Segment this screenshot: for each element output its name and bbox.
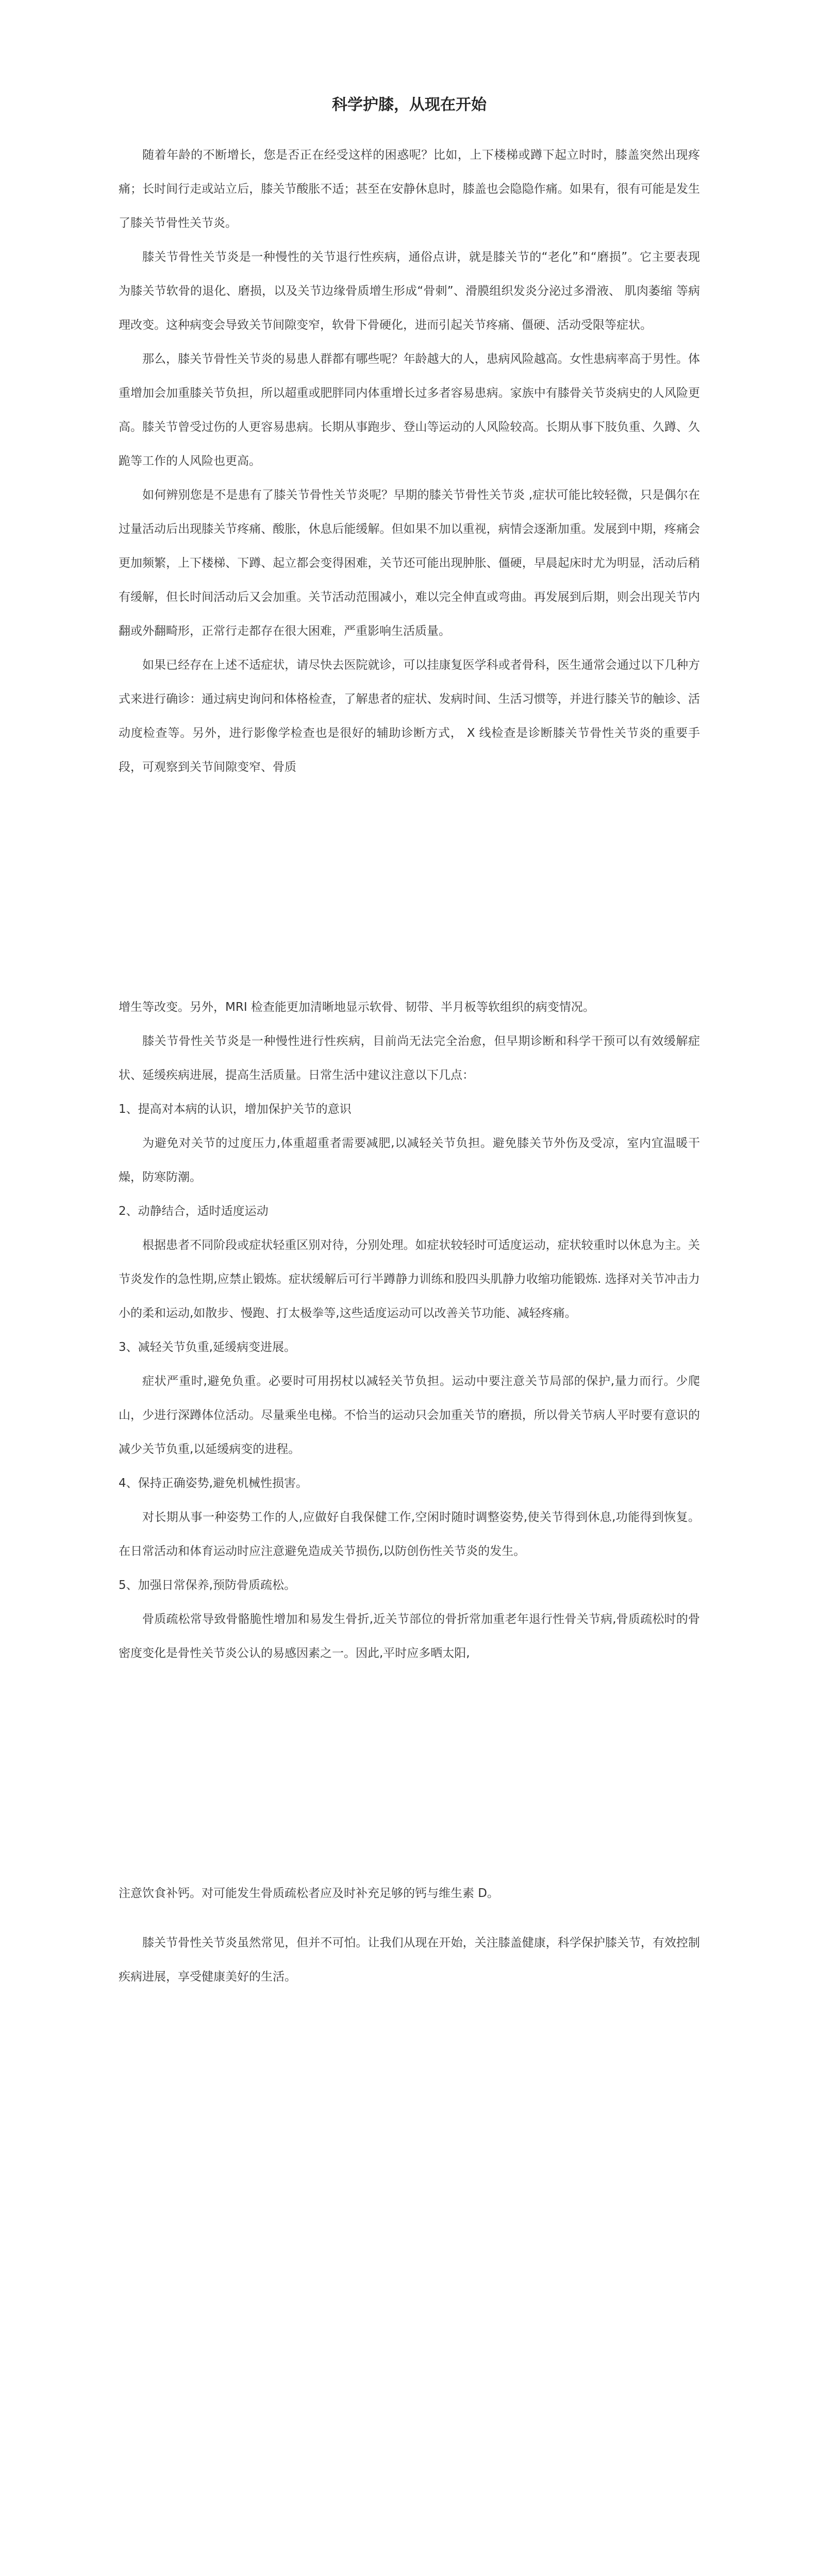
section-heading-exercise: 2、动静结合，适时适度运动 <box>119 1205 269 1218</box>
paragraph-osteoporosis-continued: 注意饮食补钙。对可能发生骨质疏松者应及时补充足够的钙与维生素 D。 <box>119 1887 499 1900</box>
paragraph-diagnosis: 如果已经存在上述不适症状，请尽快去医院就诊，可以挂康复医学科或者骨科，医生通常会通过以下几种方式来进行确诊：通过病史询问和体格检查，了解患者的症状、发病时间、生活习惯等，并进行膝关节的触诊、活动度检查等。另外，进行影像学检查也是很好的辅助诊断方式， X 线检查是诊断膝关节骨性关节炎的重要手段，可观察到关节间隙变窄、骨质 <box>119 658 700 774</box>
paragraph-treatment-intro: 膝关节骨性关节炎是一种慢性进行性疾病，目前尚无法完全治愈，但早期诊断和科学干预可以有效缓解症状、延缓疾病进展，提高生活质量。日常生活中建议注意以下几点： <box>119 1035 700 1082</box>
section-heading-load: 3、减轻关节负重,延缓病变进展。 <box>119 1341 296 1354</box>
page-break-gap <box>119 1670 700 1876</box>
page-break-gap <box>119 784 700 990</box>
paragraph-load: 症状严重时,避免负重。必要时可用拐杖以减轻关节负担。运动中要注意关节局部的保护,量力而行。少爬山，少进行深蹲体位活动。尽量乘坐电梯。不恰当的运动只会加重关节的磨损，所以骨关节病人平时要有意识的减少关节负重,以延缓病变的进程。 <box>119 1375 700 1456</box>
document-page <box>119 93 700 1994</box>
paragraph-intro: 随着年龄的不断增长，您是否正在经受这样的困惑呢？比如，上下楼梯或蹲下起立时时，膝盖突然出现疼痛；长时间行走或站立后，膝关节酸胀不适；甚至在安静休息时，膝盖也会隐隐作痛。如果有，很有可能是发生了膝关节骨性关节炎。 <box>119 148 700 230</box>
section-heading-osteoporosis: 5、加强日常保养,预防骨质疏松。 <box>119 1579 296 1592</box>
paragraph-osteoporosis: 骨质疏松常导致骨骼脆性增加和易发生骨折,近关节部位的骨折常加重老年退行性骨关节病,骨质疏松时的骨密度变化是骨性关节炎公认的易感因素之一。因此,平时应多晒太阳, <box>119 1613 700 1660</box>
spacer <box>119 1910 700 1926</box>
paragraph-conclusion: 膝关节骨性关节炎虽然常见，但并不可怕。让我们从现在开始，关注膝盖健康，科学保护膝关节，有效控制疾病进展，享受健康美好的生活。 <box>119 1936 700 1984</box>
paragraph-posture: 对长期从事一种姿势工作的人,应做好自我保健工作,空闲时随时调整姿势,使关节得到休息,功能得到恢复。在日常活动和体育运动时应注意避免造成关节损伤,以防创伤性关节炎的发生。 <box>119 1511 700 1558</box>
paragraph-exercise: 根据患者不同阶段或症状轻重区别对待，分别处理。如症状较轻时可适度运动，症状较重时以休息为主。关节炎发作的急性期,应禁止锻炼。症状缓解后可行半蹲静力训练和股四头肌静力收缩功能锻炼. 选择对关节冲击力小的柔和运动,如散步、慢跑、打太极拳等,这些适度运动可以改善关节功能、减轻疼痛。 <box>119 1239 700 1320</box>
section-heading-posture: 4、保持正确姿势,避免机械性损害。 <box>119 1477 308 1490</box>
paragraph-definition: 膝关节骨性关节炎是一种慢性的关节退行性疾病，通俗点讲，就是膝关节的“老化”和“磨损”。它主要表现为膝关节软骨的退化、磨损，以及关节边缘骨质增生形成“骨刺”、滑膜组织发炎分泌过多滑液、 肌肉萎缩 等病理改变。这种病变会导致关节间隙变窄，软骨下骨硬化，进而引起关节疼痛、僵硬、活动受限等症状。 <box>119 250 700 332</box>
paragraph-awareness: 为避免对关节的过度压力,体重超重者需要减肥,以减轻关节负担。避免膝关节外伤及受凉，室内宜温暖干燥，防寒防潮。 <box>119 1137 700 1184</box>
paragraph-risk-groups: 那么，膝关节骨性关节炎的易患人群都有哪些呢？年龄越大的人，患病风险越高。女性患病率高于男性。体重增加会加重膝关节负担，所以超重或肥胖同内体重增长过多者容易患病。家族中有膝骨关节炎病史的人风险更高。膝关节曾受过伤的人更容易患病。长期从事跑步、登山等运动的人风险较高。长期从事下肢负重、久蹲、久跪等工作的人风险也更高。 <box>119 352 700 468</box>
paragraph-diagnosis-continued: 增生等改变。另外，MRI 检查能更加清晰地显示软骨、韧带、半月板等软组织的病变情况。 <box>119 1001 595 1014</box>
section-heading-awareness: 1、提高对本病的认识，增加保护关节的意识 <box>119 1103 352 1116</box>
document-title: 科学护膝，从现在开始 <box>332 96 487 114</box>
paragraph-symptoms: 如何辨别您是不是患有了膝关节骨性关节炎呢？早期的膝关节骨性关节炎 ,症状可能比较轻微，只是偶尔在过量活动后出现膝关节疼痛、酸胀，休息后能缓解。但如果不加以重视，病情会逐渐加重。发展到中期，疼痛会更加频繁，上下楼梯、下蹲、起立都会变得困难，关节还可能出现肿胀、僵硬，早晨起床时尤为明显，活动后稍有缓解，但长时间活动后又会加重。关节活动范围减小，难以完全伸直或弯曲。再发展到后期，则会出现关节内翻或外翻畸形，正常行走都存在很大困难，严重影响生活质量。 <box>119 488 700 638</box>
